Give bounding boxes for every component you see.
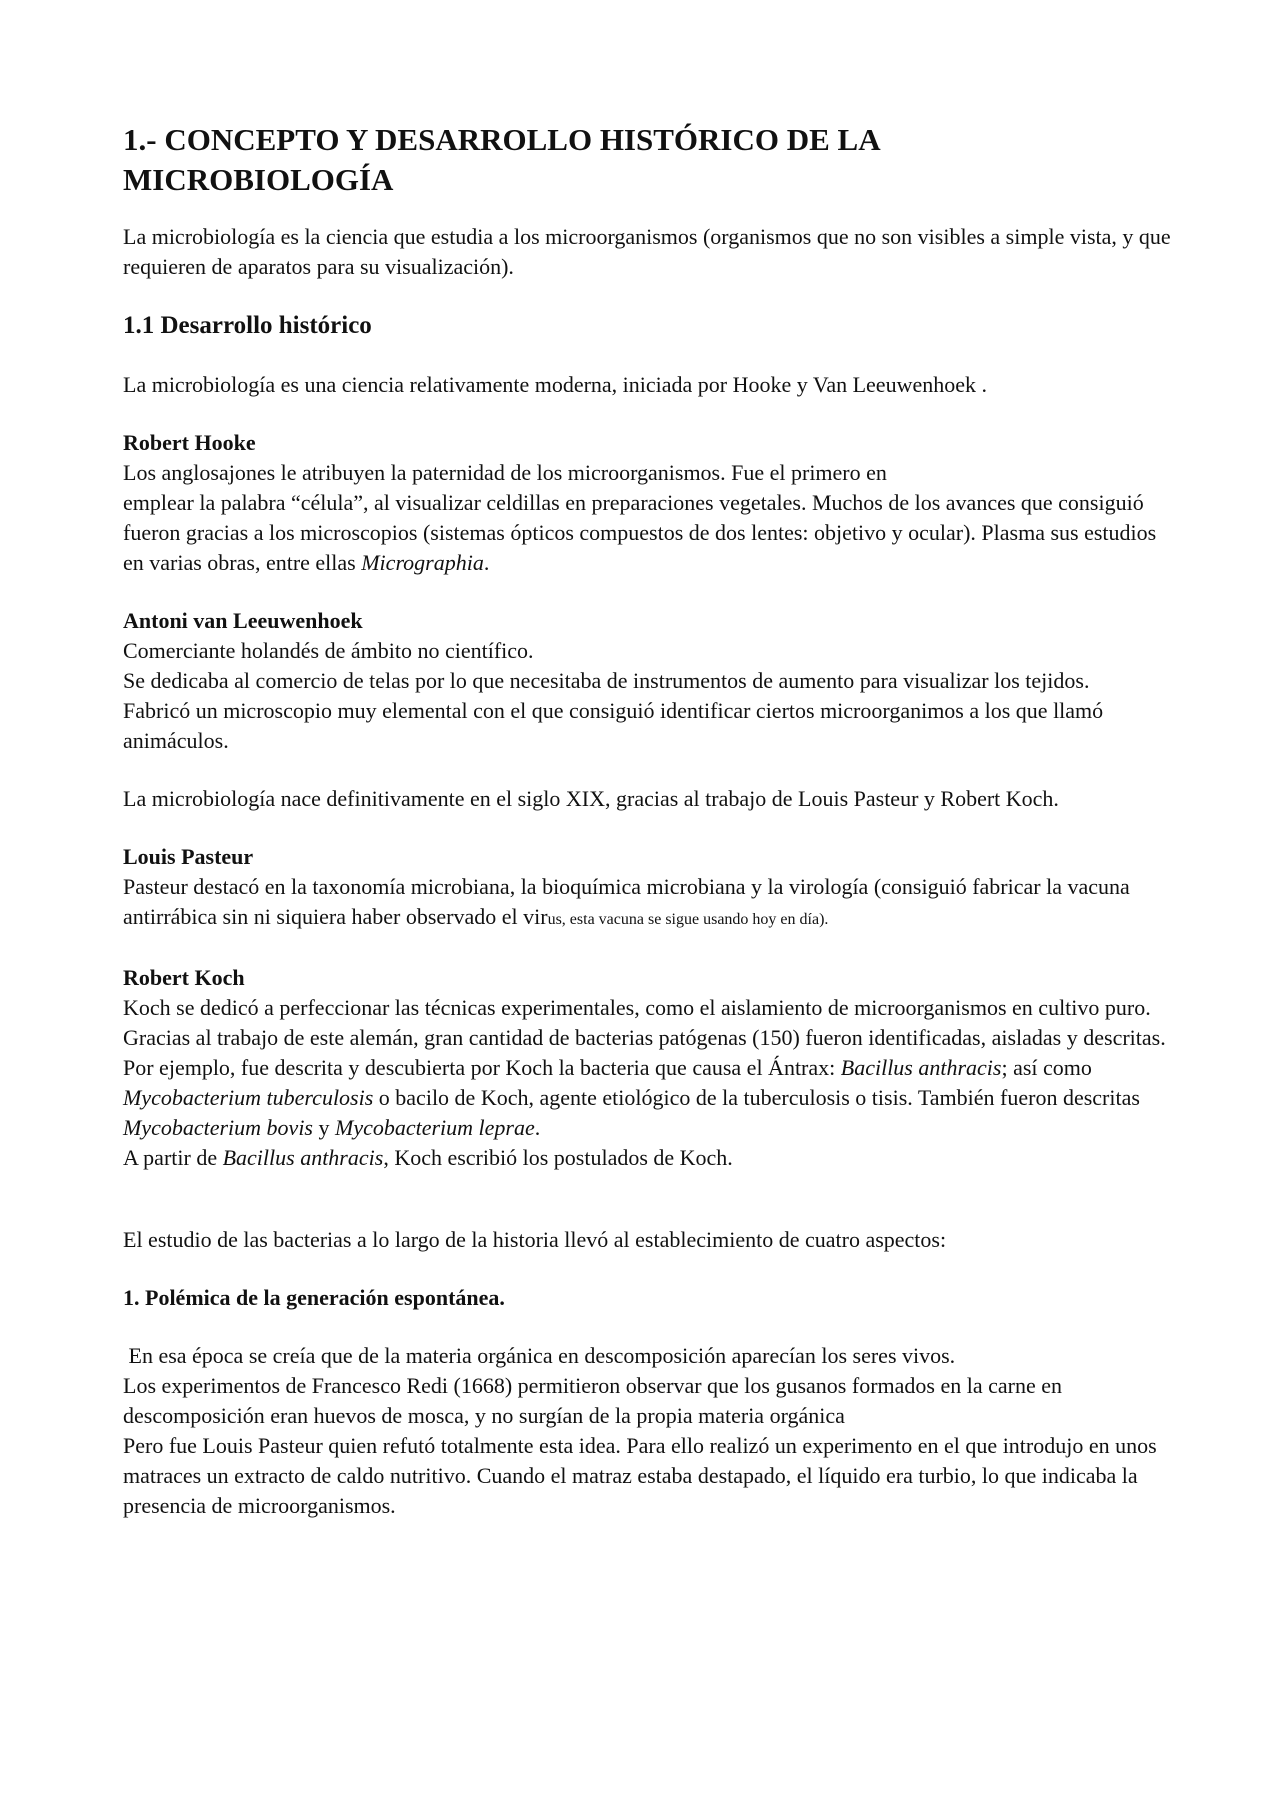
pasteur-block xyxy=(123,842,1173,935)
koch-text-3a: A partir de xyxy=(123,1145,218,1170)
section-heading-1-1: 1.1 Desarrollo histórico xyxy=(123,312,372,339)
aspect-1-line-2: Los experimentos de Francesco Redi (1668) permitieron observar que los gusanos formados en la carne en descomposición eran huevos de mosca, y no surgían de la propia materia orgánica xyxy=(123,1373,1062,1428)
koch-text-a: Gracias al trabajo de este alemán, gran cantidad de bacterias patógenas (150) fueron identificadas, aisladas y descritas. Por ejemplo, fue descrita y descubierta por Koch la bacteria que causa el Ántrax: xyxy=(123,1025,1166,1080)
species-mycobacterium-tuberculosis: Mycobacterium tuberculosis xyxy=(123,1085,374,1110)
pasteur-text-main: Pasteur destacó en la taxonomía microbiana, la bioquímica microbiana y la virología (consiguió fabricar la vacuna antirrábica sin ni siquiera haber observado el vir xyxy=(123,874,1130,929)
hooke-text xyxy=(123,458,1173,578)
leeuwenhoek-line-2: Se dedicaba al comercio de telas por lo que necesitaba de instrumentos de aumento para visualizar los tejidos. xyxy=(123,668,1090,693)
koch-block xyxy=(123,963,1173,1173)
koch-text-b: ; así como xyxy=(1001,1055,1092,1080)
section-lead: La microbiología es una ciencia relativamente moderna, iniciada por Hooke y Van Leeuwenhoek . xyxy=(123,372,987,397)
koch-line-2 xyxy=(123,1023,1173,1143)
hooke-end: . xyxy=(483,550,490,575)
aspects-intro: El estudio de las bacterias a lo largo de la historia llevó al establecimiento de cuatro aspectos: xyxy=(123,1227,947,1252)
species-bacillus-anthracis-2: Bacillus anthracis xyxy=(222,1145,384,1170)
leeuwenhoek-line-3: Fabricó un microscopio muy elemental con el que consiguió identificar ciertos microorganimos a los que llamó animáculos. xyxy=(123,698,1104,753)
document-content xyxy=(123,120,1173,1521)
hooke-work: Micrographia xyxy=(361,550,484,575)
birth-paragraph: La microbiología nace definitivamente en el siglo XIX, gracias al trabajo de Louis Pasteur y Robert Koch. xyxy=(123,786,1059,811)
pasteur-name: Louis Pasteur xyxy=(123,844,254,869)
page-title: 1.- CONCEPTO Y DESARROLLO HISTÓRICO DE LA MICROBIOLOGÍA xyxy=(123,122,879,197)
hooke-line-2: emplear la palabra “célula”, al visualizar celdillas en preparaciones vegetales. Muchos de los avances que consiguió fueron gracias a los microscopios (sistemas ópticos compuestos de dos lentes: objetivo y ocular). Plasma sus estudios en varias obras, entre ellas xyxy=(123,490,1157,575)
aspect-1-line-3: Pero fue Louis Pasteur quien refutó totalmente esta idea. Para ello realizó un experimento en el que introdujo en unos matraces un extracto de caldo nutritivo. Cuando el matraz estaba destapado, el líquido era turbio, lo que indicaba la presencia de microorganismos. xyxy=(123,1433,1157,1518)
pasteur-text-small: us, esta vacuna se sigue usando hoy en día). xyxy=(547,911,829,928)
aspect-1-heading: 1. Polémica de la generación espontánea. xyxy=(123,1285,505,1310)
koch-text-3b: , Koch escribió los postulados de Koch. xyxy=(383,1145,733,1170)
hooke-block xyxy=(123,428,1173,578)
pasteur-text xyxy=(123,872,1173,935)
species-bacillus-anthracis: Bacillus anthracis xyxy=(840,1055,1002,1080)
koch-line-1: Koch se dedicó a perfeccionar las técnicas experimentales, como el aislamiento de microorganismos en cultivo puro. xyxy=(123,995,1151,1020)
leeuwenhoek-block xyxy=(123,606,1173,756)
aspect-1-line-1: En esa época se creía que de la materia orgánica en descomposición aparecían los seres vivos. xyxy=(123,1343,956,1368)
hooke-name: Robert Hooke xyxy=(123,430,256,455)
koch-text-c: o bacilo de Koch, agente etiológico de la tuberculosis o tisis. También fueron descritas xyxy=(378,1085,1140,1110)
leeuwenhoek-name: Antoni van Leeuwenhoek xyxy=(123,608,363,633)
species-mycobacterium-bovis: Mycobacterium bovis xyxy=(123,1115,313,1140)
leeuwenhoek-line-1: Comerciante holandés de ámbito no científico. xyxy=(123,638,534,663)
aspect-1-body xyxy=(123,1341,1173,1521)
intro-paragraph: La microbiología es la ciencia que estudia a los microorganismos (organismos que no son visibles a simple vista, y que requieren de aparatos para su visualización). xyxy=(123,224,1171,279)
koch-text-d: y xyxy=(318,1115,330,1140)
hooke-line-1: Los anglosajones le atribuyen la paternidad de los microorganismos. Fue el primero en xyxy=(123,460,887,485)
koch-text-e: . xyxy=(534,1115,541,1140)
koch-line-3 xyxy=(123,1143,1173,1173)
species-mycobacterium-leprae: Mycobacterium leprae xyxy=(335,1115,535,1140)
koch-name: Robert Koch xyxy=(123,965,245,990)
